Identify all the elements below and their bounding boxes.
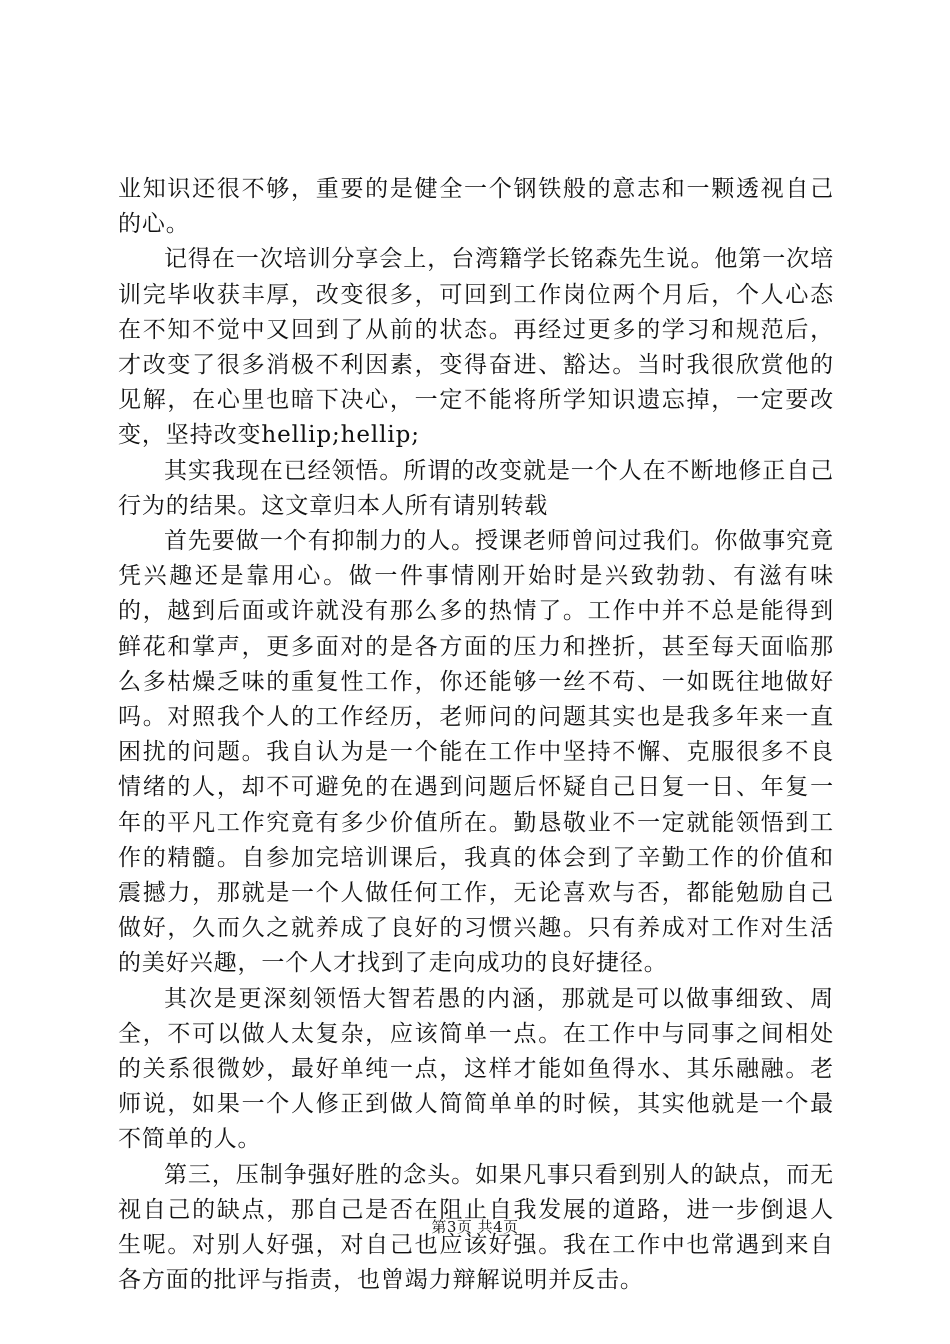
paragraph: 业知识还很不够，重要的是健全一个钢铁般的意志和一颗透视自己的心。	[118, 176, 834, 238]
page-number-footer: 第3页 共4页	[431, 1218, 519, 1236]
paragraph: 记得在一次培训分享会上，台湾籍学长铭森先生说。他第一次培训完毕收获丰厚，改变很多，可回到工作岗位两个月后，个人心态在不知不觉中又回到了从前的状态。再经过更多的学习和规范后，才改变了很多消极不利因素，变得奋进、豁达。当时我很欣赏他的见解，在心里也暗下决心，一定不能将所学知识遗忘掉，一定要改变，坚持改变hellip;hellip;	[118, 246, 834, 449]
document-body	[118, 172, 834, 1299]
paragraph: 第三，压制争强好胜的念头。如果凡事只看到别人的缺点，而无视自己的缺点，那自己是否在阻止自我发展的道路，进一步倒退人生呢。对别人好强，对自己也应该好强。我在工作中也常遇到来自各方面的批评与指责，也曾竭力辩解说明并反击。	[118, 1161, 834, 1294]
paragraph: 首先要做一个有抑制力的人。授课老师曾问过我们。你做事究竟凭兴趣还是靠用心。做一件事情刚开始时是兴致勃勃、有滋有味的，越到后面或许就没有那么多的热情了。工作中并不总是能得到鲜花和掌声，更多面对的是各方面的压力和挫折，甚至每天面临那么多枯燥乏味的重复性工作，你还能够一丝不苟、一如既往地做好吗。对照我个人的工作经历，老师问的问题其实也是我多年来一直困扰的问题。我自认为是一个能在工作中坚持不懈、克服很多不良情绪的人，却不可避免的在遇到问题后怀疑自己日复一日、年复一年的平凡工作究竟有多少价值所在。勤恳敬业不一定就能领悟到工作的精髓。自参加完培训课后，我真的体会到了辛勤工作的价值和震撼力，那就是一个人做任何工作，无论喜欢与否，都能勉励自己做好，久而久之就养成了良好的习惯兴趣。只有养成对工作对生活的美好兴趣，一个人才找到了走向成功的良好捷径。	[118, 528, 834, 977]
paragraph: 其次是更深刻领悟大智若愚的内涵，那就是可以做事细致、周全，不可以做人太复杂，应该简单一点。在工作中与同事之间相处的关系很微妙，最好单纯一点，这样才能如鱼得水、其乐融融。老师说，如果一个人修正到做人简简单单的时候，其实他就是一个最不简单的人。	[118, 985, 834, 1153]
paragraph: 其实我现在已经领悟。所谓的改变就是一个人在不断地修正自己行为的结果。这文章归本人所有请别转载	[118, 457, 834, 519]
